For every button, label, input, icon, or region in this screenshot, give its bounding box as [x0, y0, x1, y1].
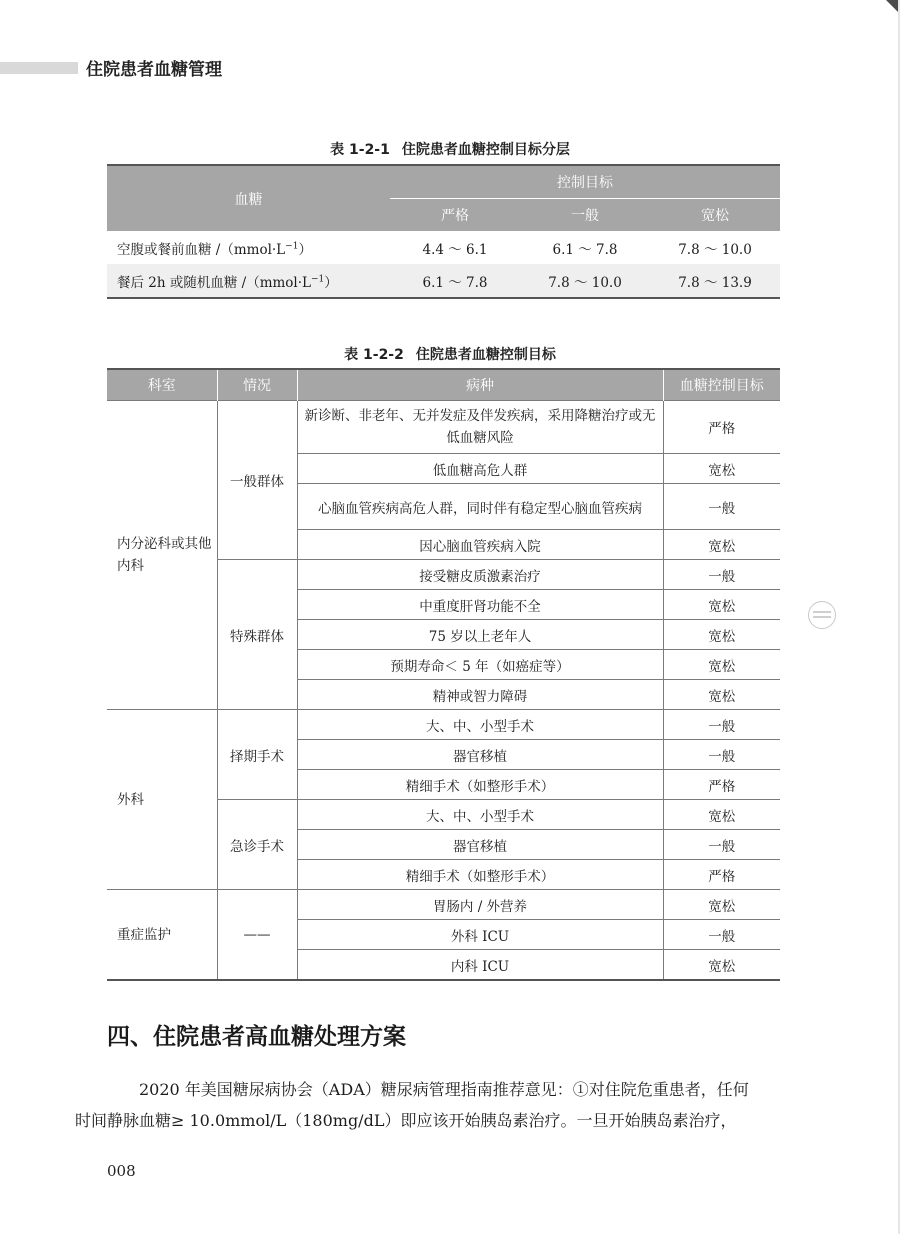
- paragraph-line: 2020 年美国糖尿病协会（ADA）糖尿病管理指南推荐意见：①对住院危重患者，任何: [139, 1080, 749, 1099]
- disease-cell: 因心脑血管疾病入院: [297, 530, 663, 560]
- disease-cell: 中重度肝肾功能不全: [297, 590, 663, 620]
- glucose-target-table: [107, 368, 780, 981]
- target-cell: 严格: [663, 860, 780, 890]
- target-cell: 严格: [663, 401, 780, 454]
- target-cell: 一般: [663, 830, 780, 860]
- target-cell: 宽松: [663, 890, 780, 920]
- target-cell: 一般: [663, 560, 780, 590]
- running-title: 住院患者血糖管理: [86, 60, 222, 80]
- target-cell: 宽松: [663, 620, 780, 650]
- target-cell: 宽松: [663, 590, 780, 620]
- disease-cell: 低血糖高危人群: [297, 454, 663, 484]
- col-header-situation: 情况: [217, 369, 297, 401]
- target-cell: 宽松: [663, 800, 780, 830]
- situation-special-group: 特殊群体: [217, 560, 297, 710]
- col-header-disease: 病种: [297, 369, 663, 401]
- section-heading: 四、住院患者高血糖处理方案: [107, 1024, 406, 1050]
- col-header-strict: 严格: [390, 199, 520, 232]
- cell-strict: 6.1 ～ 7.8: [390, 264, 520, 298]
- target-cell: 宽松: [663, 454, 780, 484]
- disease-cell: 心脑血管疾病高危人群，同时伴有稳定型心脑血管疾病: [297, 484, 663, 530]
- table-row: [107, 231, 780, 264]
- table2-caption-number: 表 1-2-2: [344, 347, 404, 363]
- cell-general: 7.8 ～ 10.0: [520, 264, 650, 298]
- target-cell: 宽松: [663, 650, 780, 680]
- situation-none: ——: [217, 890, 297, 981]
- dept-intensive-care: 重症监护: [107, 890, 217, 981]
- col-header-target: 血糖控制目标: [663, 369, 780, 401]
- disease-cell: 器官移植: [297, 830, 663, 860]
- situation-emergency-surgery: 急诊手术: [217, 800, 297, 890]
- table-row: [107, 890, 780, 920]
- disease-cell: 75 岁以上老年人: [297, 620, 663, 650]
- col-header-loose: 宽松: [650, 199, 780, 232]
- target-cell: 一般: [663, 710, 780, 740]
- col-header-glucose: 血糖: [107, 165, 390, 231]
- disease-cell: 预期寿命＜ 5 年（如癌症等）: [297, 650, 663, 680]
- cell-strict: 4.4 ～ 6.1: [422, 241, 488, 258]
- target-cell: 一般: [663, 920, 780, 950]
- table1-caption: [0, 139, 900, 159]
- col-header-general: 一般: [520, 199, 650, 232]
- table2-caption: [0, 344, 900, 364]
- col-header-department: 科室: [107, 369, 217, 401]
- table-row: [107, 710, 780, 740]
- table-row: [107, 264, 780, 298]
- cell-general: 6.1 ～ 7.8: [552, 241, 618, 258]
- disease-cell: 内科 ICU: [297, 950, 663, 981]
- disease-cell: 精细手术（如整形手术）: [297, 860, 663, 890]
- table-row: [107, 401, 780, 454]
- publisher-logo-icon: [808, 601, 836, 629]
- body-paragraph: [75, 1074, 783, 1136]
- target-cell: 一般: [663, 740, 780, 770]
- target-cell: 宽松: [663, 680, 780, 710]
- disease-cell: 接受糖皮质激素治疗: [297, 560, 663, 590]
- situation-elective-surgery: 择期手术: [217, 710, 297, 800]
- col-header-control-target: 控制目标: [390, 165, 780, 199]
- disease-cell: 精细手术（如整形手术）: [297, 770, 663, 800]
- glucose-target-stratification-table: [107, 164, 780, 299]
- table2-caption-title: 住院患者血糖控制目标: [415, 347, 556, 363]
- disease-cell: 外科 ICU: [297, 920, 663, 950]
- row-label: 餐后 2h 或随机血糖 $/(mmol\cdot L^{-1})$: [107, 264, 390, 298]
- cell-loose: 7.8 ～ 10.0: [678, 241, 752, 258]
- table1-caption-number: 表 1-2-1: [330, 142, 390, 158]
- disease-cell: 新诊断、非老年、无并发症及伴发疾病，采用降糖治疗或无低血糖风险: [297, 401, 663, 454]
- dept-internal-medicine: 内分泌科或其他内科: [107, 401, 217, 710]
- target-cell: 一般: [663, 484, 780, 530]
- target-cell: 宽松: [663, 950, 780, 981]
- table1-caption-title: 住院患者血糖控制目标分层: [401, 142, 570, 158]
- page-number: 008: [107, 1162, 136, 1180]
- disease-cell: 器官移植: [297, 740, 663, 770]
- cell-loose: 7.8 ～ 13.9: [650, 264, 780, 298]
- disease-cell: 大、中、小型手术: [297, 710, 663, 740]
- header-bar: [0, 62, 78, 74]
- paragraph-line: 时间静脉血糖≥ 10.0mmol/L（180mg/dL）即应该开始胰岛素治疗。一旦开始胰岛素治疗，: [75, 1111, 737, 1130]
- disease-cell: 胃肠内 / 外营养: [297, 890, 663, 920]
- target-cell: 宽松: [663, 530, 780, 560]
- disease-cell: 精神或智力障碍: [297, 680, 663, 710]
- target-cell: 严格: [663, 770, 780, 800]
- situation-general-group: 一般群体: [217, 401, 297, 560]
- row-label: 空腹或餐前血糖 $/(mmol\cdot L^{-1})$: [117, 241, 312, 258]
- disease-cell: 大、中、小型手术: [297, 800, 663, 830]
- dept-surgery: 外科: [107, 710, 217, 890]
